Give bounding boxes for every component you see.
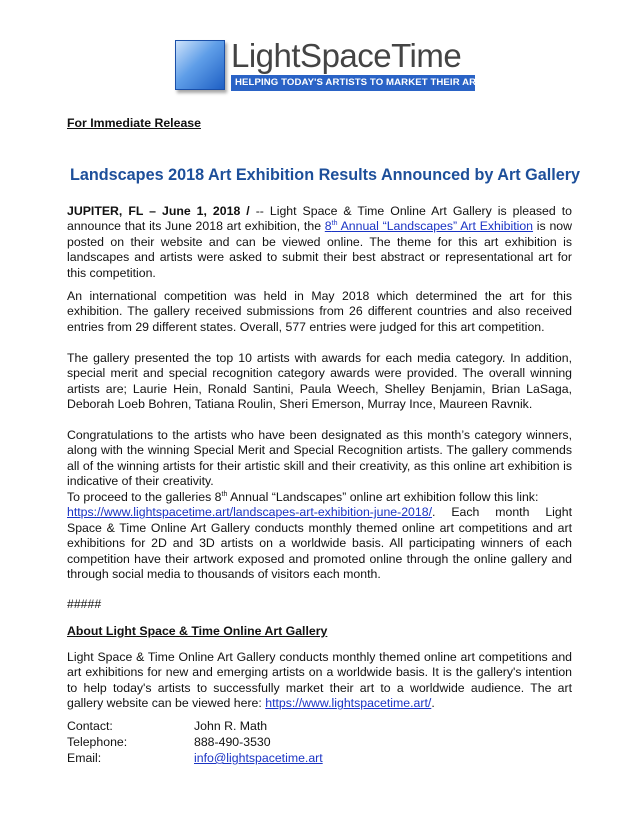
website-link[interactable]: https://www.lightspacetime.art/ bbox=[265, 696, 432, 711]
lightspacetime-logo bbox=[175, 36, 483, 106]
paragraph-congratulations: Congratulations to the artists who have been designated as this month’s category winners, along with the winning Special Merit and Special Recognition artists. The gallery commends all of the winning artists for their artistic skill and their creativity, as this online art exhibition is indicative of their creativity. bbox=[67, 428, 572, 489]
paragraph-about bbox=[67, 650, 572, 712]
about-end: . bbox=[431, 696, 435, 711]
intro-text-before: -- Light Space & Time Online Art Gallery is pleased to announce that its June 2018 art exhibition, the bbox=[67, 204, 572, 234]
email-link[interactable]: info@lightspacetime.art bbox=[194, 751, 323, 765]
contact-row bbox=[67, 719, 572, 734]
exhibition-url-link[interactable]: https://www.lightspacetime.art/landscapes-art-exhibition-june-2018/ bbox=[67, 505, 432, 520]
logo-wordmark: LightSpaceTime bbox=[231, 37, 462, 74]
email-row bbox=[67, 751, 572, 766]
intro-text-after: is now posted on their website and can be viewed online. The theme for this art exhibition is landscapes and artists were asked to submit their best abstract or representational art for this competition. bbox=[67, 219, 573, 280]
contact-value: John R. Math bbox=[194, 719, 268, 733]
about-heading: About Light Space & Time Online Art Gallery bbox=[67, 624, 328, 638]
email-label: Email: bbox=[67, 751, 102, 765]
logo-mark-icon bbox=[175, 40, 225, 90]
paragraph-link bbox=[67, 490, 572, 582]
end-marker: ##### bbox=[67, 597, 102, 611]
telephone-value: 888-490-3530 bbox=[194, 735, 271, 749]
logo-tagline: HELPING TODAY'S ARTISTS TO MARKET THEIR ART bbox=[231, 75, 475, 91]
contact-label: Contact: bbox=[67, 719, 113, 733]
exhibition-link-text: Annual “Landscapes” Art Exhibition bbox=[337, 219, 534, 234]
headline: Landscapes 2018 Art Exhibition Results Announced by Art Gallery bbox=[70, 166, 581, 184]
telephone-row bbox=[67, 735, 572, 750]
link-intro-before: To proceed to the galleries 8 bbox=[67, 490, 222, 504]
link-paragraph-text: . Each month Light Space & Time Online Art Gallery conducts monthly themed online art competitions and art exhibitions for 2D and 3D artists on a worldwide basis. All participating winners of each competition have their artwork exposed and promoted online through the online gallery and through social media to thousands of visitors each month. bbox=[67, 505, 572, 582]
exhibition-link-number: 8 bbox=[324, 219, 332, 234]
link-intro-suffix: th bbox=[221, 490, 228, 498]
link-intro-after: Annual “Landscapes” online art exhibition follow this link: bbox=[227, 490, 539, 504]
paragraph-winners: The gallery presented the top 10 artists with awards for each media category. In addition, special merit and special recognition category awards were provided. The overall winning artists are; Laurie Hein, Ronald Santini, Paula Weech, Shelley Benjamin, Brian LaSaga, Deborah Loeb Bohren, Tatiana Roulin, Sheri Emerson, Murray Ince, Maureen Ravnik. bbox=[67, 351, 572, 412]
about-text: Light Space & Time Online Art Gallery conducts monthly themed online art competitions and art exhibitions for new and emerging artists on a worldwide basis. It is the gallery's intention to help today's artists to successfully market their art to a worldwide audience. The art gallery website can be viewed here: bbox=[67, 650, 572, 711]
paragraph-competition: An international competition was held in May 2018 which determined the art for this exhibition. The gallery received submissions from 26 different countries and also received entries from 29 different states. Overall, 577 entries were judged for this art competition. bbox=[67, 289, 572, 334]
dateline: JUPITER, FL – June 1, 2018 / bbox=[67, 204, 250, 218]
exhibition-link-suffix: th bbox=[331, 220, 338, 228]
exhibition-link[interactable] bbox=[325, 219, 533, 233]
release-label: For Immediate Release bbox=[67, 116, 201, 130]
telephone-label: Telephone: bbox=[67, 735, 128, 749]
paragraph-intro bbox=[67, 204, 572, 281]
